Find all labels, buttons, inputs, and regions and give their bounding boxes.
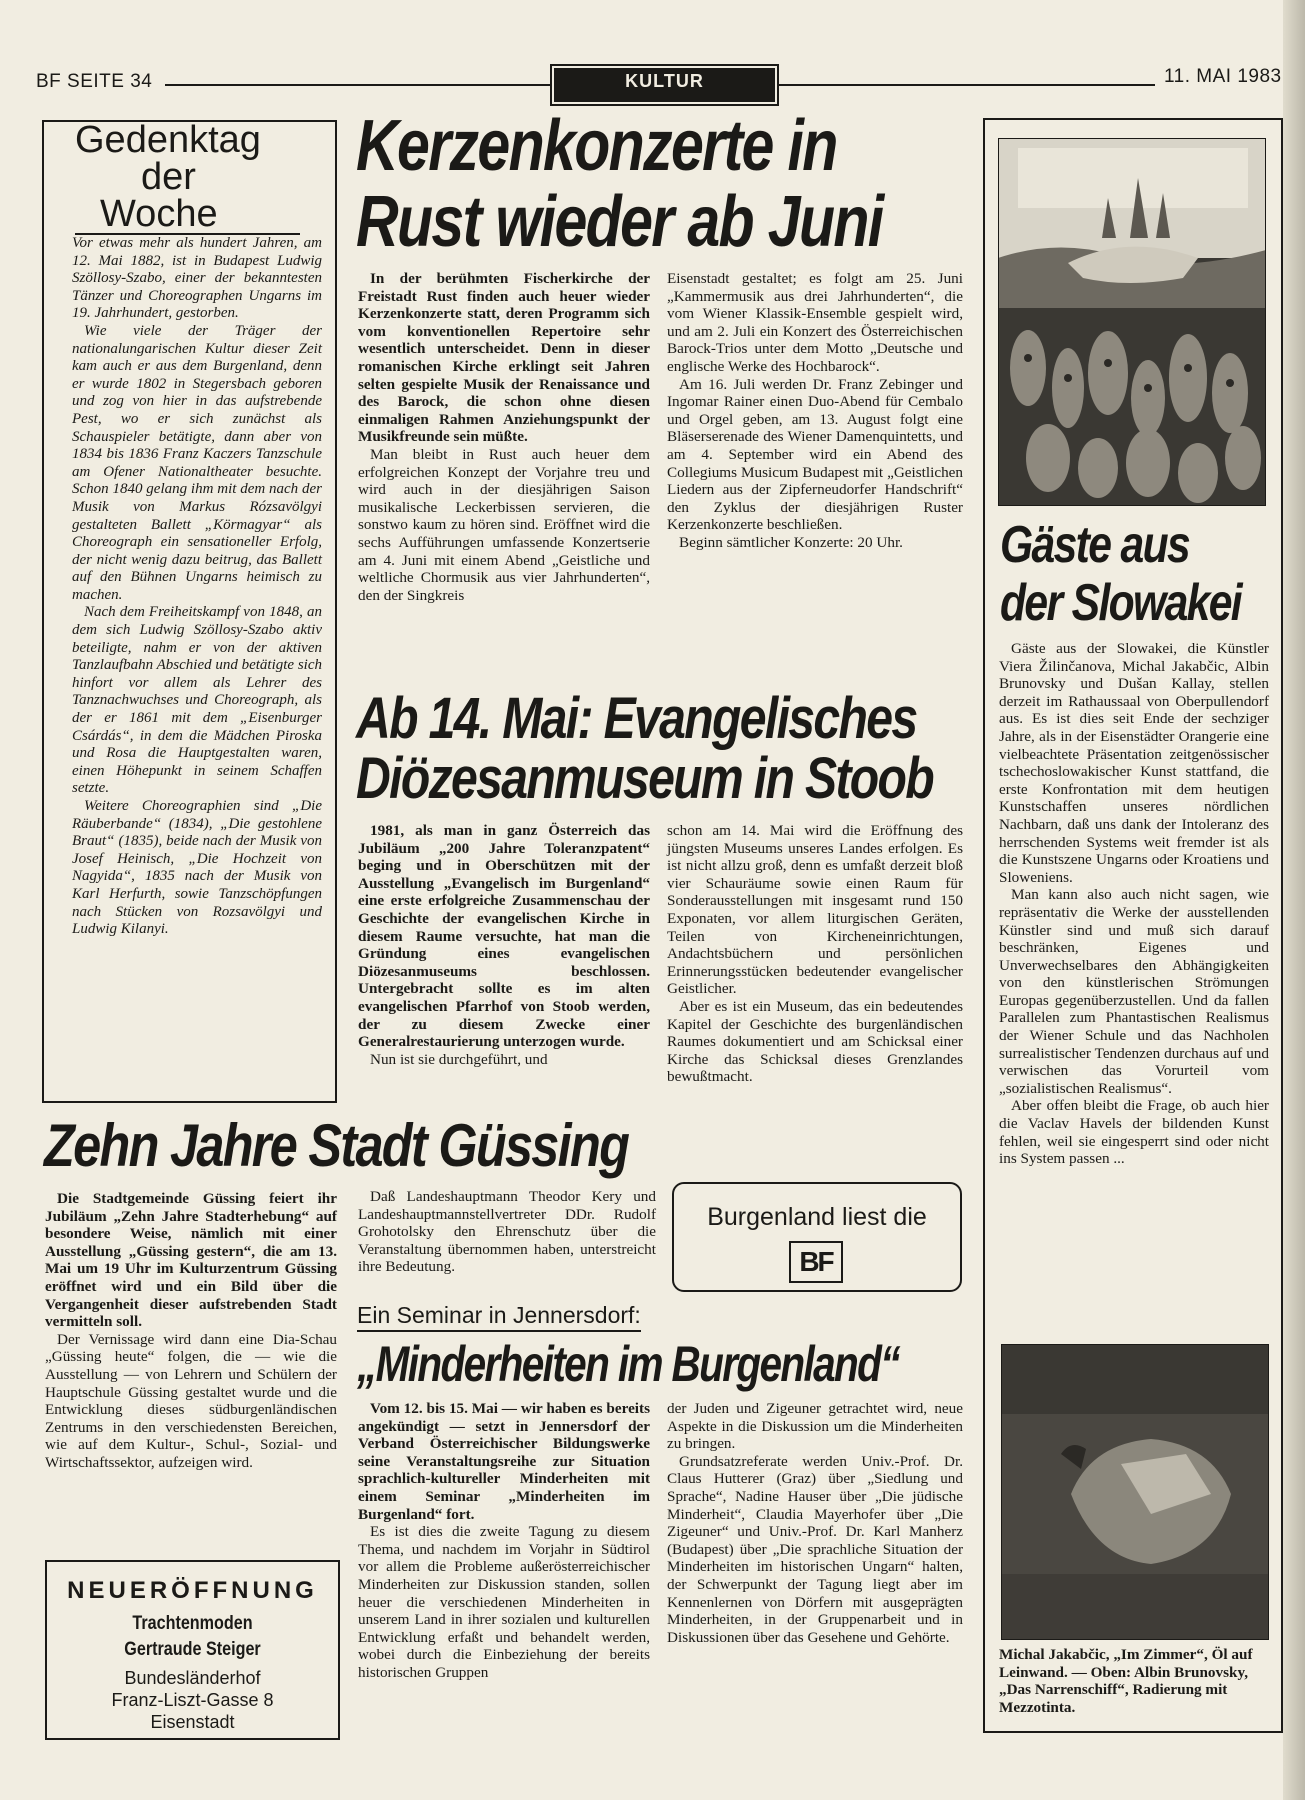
kerzen-headline-line1: Kerzenkonzerte in — [356, 106, 837, 186]
guessing-column-2 — [358, 1188, 656, 1276]
narrenschiff-image — [998, 138, 1266, 506]
kerzen-paragraph: Beginn sämtlicher Konzerte: 20 Uhr. — [679, 533, 903, 551]
evang-column-1 — [358, 822, 650, 1068]
gaeste-headline-line2: der Slowakei — [1000, 574, 1242, 632]
im-zimmer-image — [1001, 1344, 1269, 1640]
section-label: KULTUR — [625, 71, 704, 91]
guessing-lead: Die Stadtgemeinde Güssing feiert ihr Jubiläum „Zehn Jahre Stadterhebung“ auf besondere Weise, nämlich mit einer Ausstellung „Güssing gestern“, die am 13. Mai um 19 Uhr im Kulturzentrum Güssing eröffnet wird und ein Bild über die Vergangenheit dieser aufstrebenden Stadt vermitteln soll. — [45, 1190, 337, 1331]
bf-logo: BF — [789, 1241, 843, 1283]
image-caption: Michal Jakabčic, „Im Zimmer“, Öl auf Leinwand. — Oben: Albin Brunovsky, „Das Narrenschiff“, Radierung mit Mezzotinta. — [999, 1646, 1253, 1716]
memorial-heading — [75, 119, 335, 235]
neueroeffnung-address-2: Franz-Liszt-Gasse 8 — [111, 1690, 274, 1710]
kerzen-paragraph: Eisenstadt gestaltet; es folgt am 25. Juni „Kammermusik aus drei Jahrhunderten“, die vom Wiener Klassik-Ensemble gespielt wird, und am 2. Juli ein Konzert des Österreichischen Barock-Trios unter dem Motto „Deutsche und englische Werke des Hochbarock“. — [667, 270, 963, 375]
neueroeffnung-city: Eisenstadt — [150, 1712, 235, 1732]
guessing-column-1 — [45, 1190, 337, 1472]
evang-paragraph: schon am 14. Mai wird die Eröffnung des jüngsten Museums unseres Landes erfolgen. Es ist nicht allzu groß, denn es umfaßt derzeit bloß vier Schauräume sowie einen Raum für Sonderausstellungen mit insgesamt rund 150 Exponaten, vor allem liturgischen Geräten, Teilen von Kircheneinrichtungen, Andachtsbüchern und persönlichen Erinnerungsstücken bedeutender evangelischer Geistlicher. — [667, 822, 963, 998]
minder-lead: Vom 12. bis 15. Mai — wir haben es bereits angekündigt — setzt in Jennersdorf der Verband Österreichischer Bildungswerke seine Veranstaltungsreihe zur Situation sprachlich-kultureller Minderheiten mit einem Seminar „Minderheiten im Burgenland“ fort. — [358, 1400, 650, 1523]
minder-paragraph: der Juden und Zigeuner getrachtet wird, neue Aspekte in die Diskussion um die Minderheiten zu bringen. — [667, 1400, 963, 1453]
guessing-headline: Zehn Jahre Stadt Güssing — [44, 1112, 629, 1179]
minder-column-2 — [667, 1400, 963, 1646]
kerzen-column-1 — [358, 270, 650, 604]
neueroeffnung-title: NEUERÖFFNUNG — [67, 1577, 318, 1604]
minder-kicker: Ein Seminar in Jennersdorf: — [357, 1302, 641, 1332]
guessing-body: Der Vernissage wird dann eine Dia-Schau „Güssing heute“ folgen, die — wie die Ausstellung — von Lehrern und Schülern der Hauptschule Güssing gestaltet wurde und die Entwicklung dieses südburgenländischen Zentrums in den verschiedensten Bereichen, wie auf dem Kultur-, Schul-, Sozial- und Wirtschaftssektor, aufzeigen wird. — [45, 1330, 337, 1471]
gaeste-headline — [1000, 516, 1241, 632]
evang-lead: 1981, als man in ganz Österreich das Jubiläum „200 Jahre Toleranzpatent“ beging und in Oberschützen mit der Ausstellung „Evangelisch im Burgenland“ eine erste erfolgreiche Zusammenschau der Geschichte der evangelischen Kirche in diesem Raume versuchte, hat man die Gründung eines evangelischen Diözesanmuseums beschlossen. Untergebracht sollte es im alten evangelischen Pfarrhof von Stoob werden, der zu diesem Zwecke einer Generalrestaurierung unterzogen wurde. — [358, 822, 650, 1051]
evang-column-2 — [667, 822, 963, 1086]
guessing-paragraph: Daß Landeshauptmann Theodor Kery und Landeshauptmannstellvertreter DDr. Rudolf Grohotolsky den Ehrenschutz über die Veranstaltung übernommen haben, unterstreicht ihre Bedeutung. — [358, 1188, 656, 1276]
page-edge-shadow — [1283, 0, 1305, 1800]
gaeste-paragraph: Man kann also auch nicht sagen, wie repräsentativ die Werke der ausstellenden Künstler sind und muß sich darauf beschränken, Eigenes und Unverwechselbares den Abhängigkeiten von den künstlerischen Strömungen Europas gegenüberzustellen. Und da fallen Parallelen zum Phantastischen Realismus der Wiener Schule und das Nachholen surrealistischer Tendenzen durchaus auf und verwischen das Vorurteil vom „sozialistischen Realismus“. — [999, 886, 1269, 1097]
evang-paragraph: Aber es ist ein Museum, das ein bedeutendes Kapitel der Geschichte des burgenländischen Raumes dokumentiert und am Schicksal einer Kirche das Schicksal dieses Grenzlandes bewußtmacht. — [667, 997, 963, 1086]
gaeste-paragraph: Aber offen bleibt die Frage, ob auch hier die Vaclav Havels der bildenden Kunst fehlen, weil sie eingesperrt sind oder nicht ins System passen ... — [999, 1097, 1269, 1168]
evang-headline-line2: Diözesanmuseum in Stoob — [356, 746, 934, 811]
memorial-heading-line3: Woche — [75, 196, 300, 235]
kerzen-body: Man bleibt in Rust auch heuer dem erfolgreichen Konzept der Vorjahre treu und wird auch in der diesjährigen Saison musikalische Leckerbissen servieren, die sonstwo kaum zu hören sind. Eröffnet wird die sechs Aufführungen umfassende Konzertserie am 4. Juni mit einem Abend „Geistliche und weltliche Chormusik aus vier Jahrhunderten“, den der Singkreis — [358, 445, 650, 604]
minder-headline: „Minderheiten im Burgenland“ — [357, 1336, 899, 1392]
evang-headline — [356, 686, 934, 811]
bf-ad-text: Burgenland liest die — [707, 1203, 927, 1231]
evang-body: Nun ist sie durchgeführt, und — [370, 1050, 548, 1068]
memorial-heading-line2: der — [141, 156, 196, 198]
issue-date: 11. MAI 1983 — [1158, 66, 1282, 88]
neueroeffnung-owner: Gertraude Steiger — [124, 1639, 261, 1660]
evang-headline-line1: Ab 14. Mai: Evangelisches — [356, 686, 917, 751]
gaeste-text — [999, 640, 1269, 1168]
memorial-paragraph: Wie viele der Träger der nationalungarischen Kultur dieser Zeit kam auch er aus dem Burgenland, denn er wurde 1802 in Stegersbach geboren und zog von hier in das aufstrebende Pest, wo er sich zunächst als Schauspieler betätigte, dann aber von 1834 bis 1836 Franz Kaczers Tanzschule am Ofener Nationaltheater besuchte. Schon 1840 gelang ihm mit dem nach der Musik von Markus Rózsavölgyi gestalteten Ballett „Körmagyar“ als Choreograph ein sensationeller Erfolg, der nicht wenig dazu beitrug, das Ballett auf den Bühnen Ungarns heimisch zu machen. — [72, 322, 322, 603]
memorial-heading-line1: Gedenktag — [75, 119, 261, 161]
minder-column-1 — [358, 1400, 650, 1682]
kerzen-headline-line2: Rust wieder ab Juni — [356, 182, 883, 262]
neueroeffnung-shop: Trachtenmoden — [132, 1613, 253, 1634]
gaeste-headline-line1: Gäste aus — [1000, 516, 1190, 574]
memorial-text — [72, 235, 322, 939]
kerzen-column-2 — [667, 270, 963, 552]
kerzen-headline — [356, 108, 883, 260]
memorial-paragraph: Weitere Choreographien sind „Die Räuberbande“ (1834), „Die gestohlene Braut“ (1835), beide nach der Musik von Josef Heinisch, „Die Hochzeit von Nagyida“, 1835 nach der Musik von Karl Herfurth, sowie Tanzschöpfungen nach Stücken von Rozsavölgyi und Ludwig Kilanyi. — [72, 798, 322, 938]
memorial-paragraph: Nach dem Freiheitskampf von 1848, an dem sich Ludwig Szöllosy-Szabo aktiv beteiligte, nahm er von der aktiven Tanzlaufbahn Abschied und betätigte sich hinfort vor allem als Lehrer des Tanznachwuchses und Choreograph, als der er 1861 mit dem „Eisenburger Csárdás“, in dem die Mädchen Piroska und Rosa die Hauptgestalten waren, einen Höhepunkt in seinem Schaffen setzte. — [72, 604, 322, 797]
neueroeffnung-address-1: Bundesländerhof — [124, 1668, 261, 1688]
kerzen-paragraph: Am 16. Juli werden Dr. Franz Zebinger und Ingomar Rainer einen Duo-Abend für Cembalo und Orgel geben, am 13. August folgt eine Bläserserenade des Wiener Damenquintetts, und am 4. September wird ein Abend des Collegiums Musicum Budapest mit „Geistlichen Liedern aus der Zipferneudorfer Handschrift“ den Zyklus der diesjährigen Ruster Kerzenkonzerte beschließen. — [667, 375, 963, 534]
kerzen-lead: In der berühmten Fischerkirche der Freistadt Rust finden auch heuer wieder Kerzenkonzerte statt, deren Programm sich vom konventionellen Repertoire sehr wesentlich unterscheidet. Denn in dieser romanischen Kirche erklingt seit Jahren selten gespielte Musik der Renaissance und des Barock, die schon ohne diesen einmaligen Rahmen Anziehungspunkt der Musikfreunde sein müßte. — [358, 270, 650, 446]
page-label: BF SEITE 34 — [36, 71, 158, 93]
minder-body: Es ist dies die zweite Tagung zu diesem Thema, und nachdem im Vorjahr in Südtirol vor allem die Probleme außerösterreichischer Minderheiten zur Diskussion standen, sollen heuer die verschiedenen Minderheiten in unserem Land in ihrer sozialen und kulturellen Entwicklung erfaßt und behandelt werden, wobei durch die Einbeziehung der bereits historischen Gruppen — [358, 1523, 650, 1681]
gaeste-paragraph: Gäste aus der Slowakei, die Künstler Viera Žilinčanova, Michal Jakabčic, Albin Brunovsky und Dušan Kallay, stellen derzeit im Rathaussaal von Oberpullendorf aus. Es ist dies seit Ende der sechziger Jahre, als in der Eisenstädter Orangerie eine vielbeachtete Präsentation zeitgenössischer tschechoslowakischer Kunst stattfand, die erste Konfrontation mit dem heutigen Kunstschaffen unseres nördlichen Nachbarn, daß uns dank der Intoleranz des herrschenden Systems weit fremder ist als die Kunstszene Ungarns oder Kroatiens und Sloweniens. — [999, 640, 1269, 886]
memorial-paragraph: Vor etwas mehr als hundert Jahren, am 12. Mai 1882, ist in Budapest Ludwig Szöllosy-Szabo, einer der bekanntesten Tänzer und Choreographen Ungarns im 19. Jahrhundert, gestorben. — [72, 235, 322, 322]
minder-paragraph: Grundsatzreferate werden Univ.-Prof. Dr. Claus Hutterer (Graz) über „Siedlung und Sprache“, Nadine Hauser über „Die jüdische Minderheit“, Claudia Mayerhofer über „Die Zigeuner“ und Univ.-Prof. Dr. Karl Manherz (Budapest) über „Die sprachliche Situation der Minderheiten im historischen Ungarn“ halten, der Schwerpunkt der Tagung liegt aber im Kennenlernen von Dörfern mit ausgeprägten Minderheiten, in der Gruppenarbeit und in Diskussionen über das Gesehene und Gehörte. — [667, 1452, 963, 1646]
